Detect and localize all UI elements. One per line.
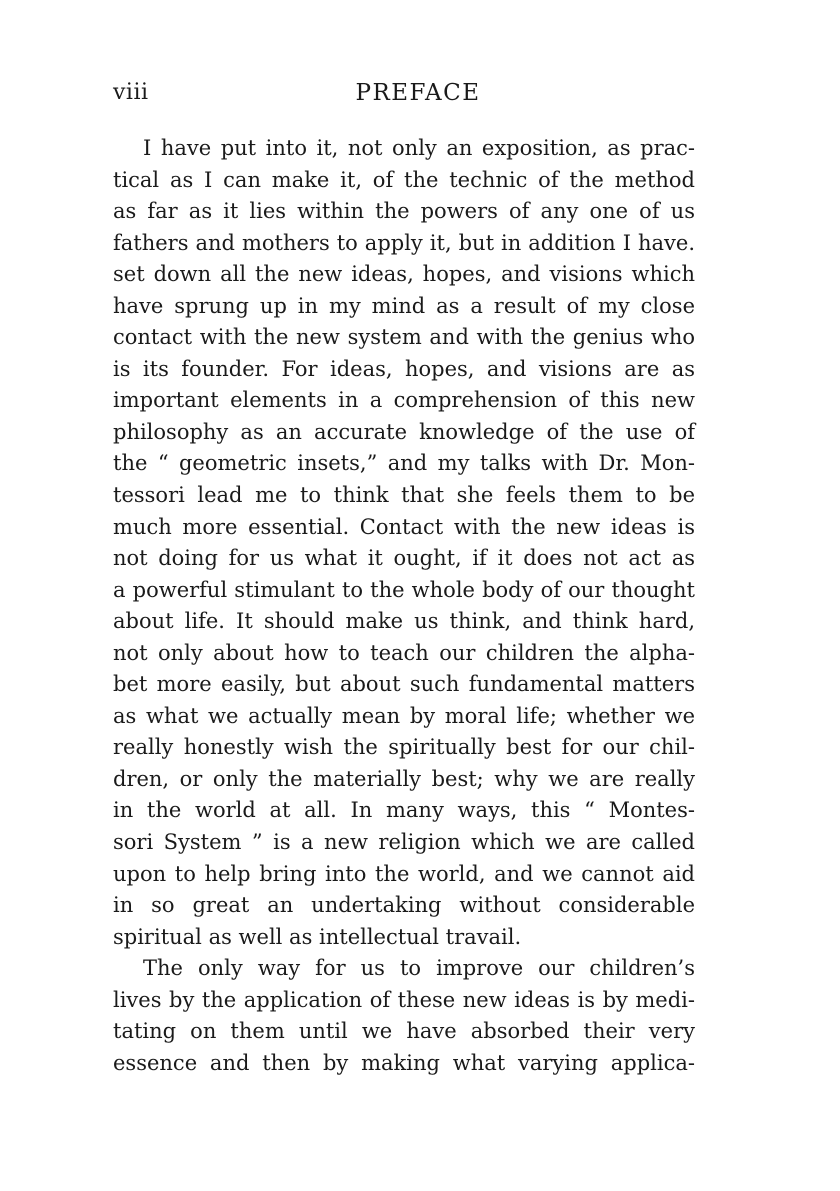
text-line: essence and then by making what varying applica- bbox=[113, 1050, 695, 1075]
text-line: philosophy as an accurate knowledge of the use of bbox=[113, 419, 695, 444]
text-line: lives by the application of these new ideas is by medi- bbox=[113, 987, 695, 1012]
text-line: fathers and mothers to apply it, but in addition I have. bbox=[113, 230, 695, 255]
running-head: PREFACE bbox=[355, 80, 481, 106]
text-line: about life. It should make us think, and think hard, bbox=[113, 609, 695, 634]
text-line: bet more easily, but about such fundamental matters bbox=[113, 672, 695, 697]
body-text bbox=[113, 133, 695, 1079]
text-line: dren, or only the materially best; why we are really bbox=[113, 766, 695, 791]
text-line: set down all the new ideas, hopes, and visions which bbox=[113, 262, 695, 287]
text-line: a powerful stimulant to the whole body of our thought bbox=[113, 577, 695, 602]
text-line: tessori lead me to think that she feels them to be bbox=[113, 483, 695, 508]
text-line: really honestly wish the spiritually best for our chil- bbox=[113, 735, 695, 760]
text-line: sori System ” is a new religion which we are called bbox=[113, 830, 695, 855]
text-line: important elements in a comprehension of this new bbox=[113, 388, 695, 413]
page-header bbox=[113, 80, 695, 114]
text-line: contact with the new system and with the genius who bbox=[113, 325, 695, 350]
paragraph bbox=[113, 953, 695, 1079]
text-line: not doing for us what it ought, if it does not act as bbox=[113, 546, 695, 571]
text-line: is its founder. For ideas, hopes, and visions are as bbox=[113, 356, 695, 381]
text-line: The only way for us to improve our children’s bbox=[143, 956, 695, 981]
text-line: tical as I can make it, of the technic of the method bbox=[113, 167, 695, 192]
text-line: spiritual as well as intellectual travail. bbox=[113, 924, 522, 949]
text-line: in the world at all. In many ways, this “ Montes- bbox=[113, 798, 695, 823]
text-line: the “ geometric insets,” and my talks with Dr. Mon- bbox=[113, 451, 695, 476]
text-line: much more essential. Contact with the new ideas is bbox=[113, 514, 695, 539]
text-line: in so great an undertaking without considerable bbox=[113, 893, 695, 918]
text-line: as what we actually mean by moral life; whether we bbox=[113, 703, 695, 728]
text-line: not only about how to teach our children the alpha- bbox=[113, 640, 695, 665]
page-number: viii bbox=[113, 80, 149, 105]
paragraph bbox=[113, 133, 695, 953]
text-line: upon to help bring into the world, and we cannot aid bbox=[113, 861, 695, 886]
text-line: tating on them until we have absorbed their very bbox=[113, 1019, 695, 1044]
text-line: have sprung up in my mind as a result of my close bbox=[113, 293, 695, 318]
text-line: as far as it lies within the powers of any one of us bbox=[113, 199, 695, 224]
text-line: I have put into it, not only an exposition, as prac- bbox=[143, 136, 695, 160]
